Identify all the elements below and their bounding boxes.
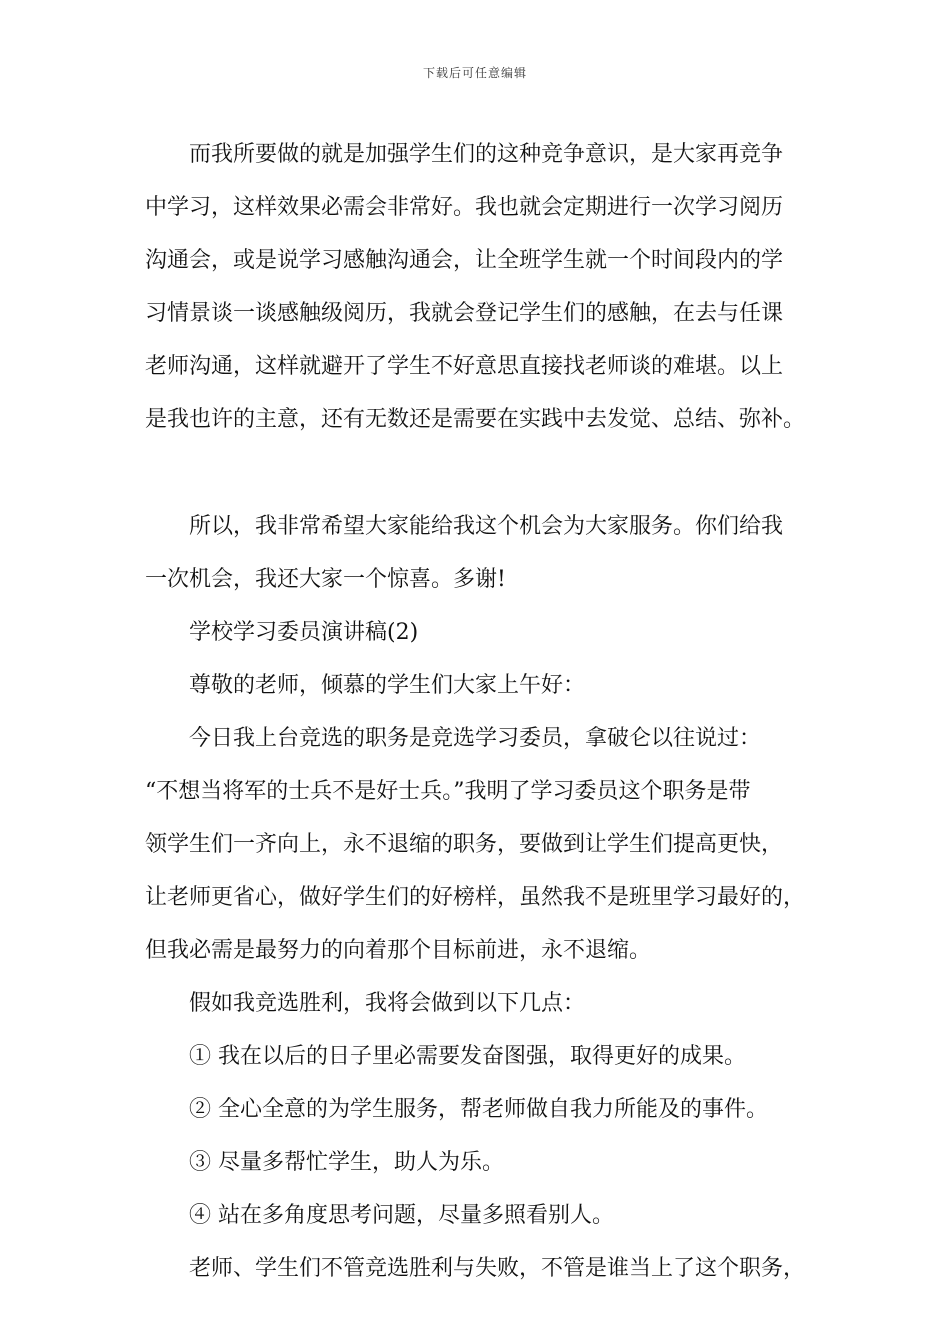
section-title: 学校学习委员演讲稿(2) bbox=[189, 620, 419, 645]
paragraph-line: “不想当将军的士兵不是好士兵。”我明了学习委员这个职务是带 bbox=[145, 779, 751, 804]
greeting: 尊敬的老师，倾慕的学生们大家上午好： bbox=[189, 673, 586, 698]
paragraph-line: 沟通会，或是说学习感触沟通会，让全班学生就一个时间段内的学 bbox=[145, 248, 784, 273]
list-item: ③ 尽量多帮忙学生，助人为乐。 bbox=[189, 1150, 504, 1175]
paragraph-line: 老师沟通，这样就避开了学生不好意思直接找老师谈的难堪。以上 bbox=[145, 354, 784, 379]
paragraph-line: 中学习，这样效果必需会非常好。我也就会定期进行一次学习阅历 bbox=[145, 195, 784, 220]
paragraph-line: 领学生们一齐向上，永不退缩的职务，要做到让学生们提高更快， bbox=[145, 832, 784, 857]
points-intro: 假如我竞选胜利，我将会做到以下几点： bbox=[189, 991, 586, 1016]
paragraph-line: 让老师更省心，做好学生们的好榜样，虽然我不是班里学习最好的， bbox=[145, 885, 806, 910]
list-item: ④ 站在多角度思考问题，尽量多照看别人。 bbox=[189, 1203, 614, 1228]
page-header: 下载后可任意编辑 bbox=[422, 66, 527, 80]
document-body bbox=[145, 128, 810, 1295]
paragraph-2 bbox=[145, 500, 810, 606]
paragraph-line: 而我所要做的就是加强学生们的这种竞争意识，是大家再竞争 bbox=[189, 142, 784, 167]
points-list bbox=[145, 1030, 810, 1242]
paragraph-3 bbox=[145, 712, 810, 977]
paragraph-line: 所以，我非常希望大家能给我这个机会为大家服务。你们给我 bbox=[189, 514, 784, 539]
list-item: ① 我在以后的日子里必需要发奋图强，取得更好的成果。 bbox=[189, 1044, 746, 1069]
paragraph-line: 今日我上台竞选的职务是竞选学习委员，拿破仑以往说过： bbox=[189, 726, 762, 751]
closing-line: 老师、学生们不管竞选胜利与失败，不管是谁当上了这个职务， bbox=[189, 1256, 806, 1281]
paragraph-1 bbox=[145, 128, 810, 446]
paragraph-line: 一次机会，我还大家一个惊喜。多谢! bbox=[145, 567, 506, 592]
paragraph-line: 是我也许的主意，还有无数还是需要在实践中去发觉、总结、弥补。 bbox=[145, 407, 806, 432]
paragraph-line: 但我必需是最努力的向着那个目标前进，永不退缩。 bbox=[145, 938, 652, 963]
list-item: ② 全心全意的为学生服务，帮老师做自我力所能及的事件。 bbox=[189, 1097, 768, 1122]
paragraph-line: 习情景谈一谈感触级阅历，我就会登记学生们的感触，在去与任课 bbox=[145, 301, 784, 326]
paragraph-spacer bbox=[145, 446, 810, 500]
